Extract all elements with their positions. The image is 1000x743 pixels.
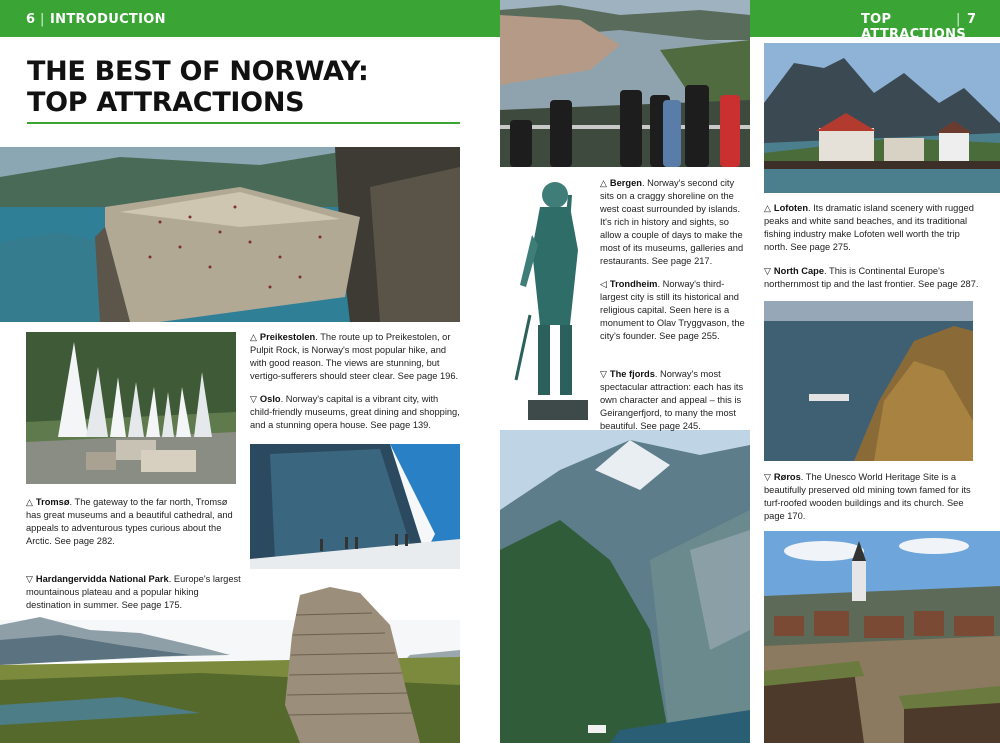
- roros-caption: [764, 471, 979, 523]
- caption-text: . Norway's third-largest city is still its historical and religious capital. Seen here is a monument to Olav Tryggvason, the city's founder. See page 255.: [600, 279, 745, 341]
- tromso-caption: [26, 496, 236, 548]
- caption-heading: The fjords: [609, 369, 655, 379]
- bergen-caption: [600, 177, 746, 268]
- right-header-bar: [750, 0, 1000, 42]
- caption-heading: North Cape: [773, 266, 825, 276]
- header-separator: |: [40, 12, 45, 27]
- left-section-title: INTRODUCTION: [50, 12, 166, 27]
- caption-text: . This is Continental Europe's northernmost tip and the last frontier. See page 287.: [764, 266, 979, 289]
- trondheim-statue-photo: [510, 175, 600, 430]
- down-triangle-icon: ▽: [764, 472, 771, 482]
- caption-heading: Preikestolen: [259, 332, 316, 342]
- up-triangle-icon: △: [600, 178, 607, 188]
- caption-heading: Tromsø: [35, 497, 70, 507]
- up-triangle-icon: △: [26, 497, 33, 507]
- caption-text: . The route up to Preikestolen, or Pulpit Rock, is Norway's most popular hike, and with good reason. The views are stunning, but vertigo-sufferers should steer clear. See page 196.: [250, 332, 459, 381]
- caption-heading: Hardangervidda National Park: [35, 574, 169, 584]
- caption-heading: Lofoten: [773, 203, 808, 213]
- caption-heading: Oslo: [259, 394, 281, 404]
- caption-text: . Its dramatic island scenery with rugged peaks and white sand beaches, and its traditional fishing industry make Lofoten well worth the trip north. See page 275.: [764, 203, 974, 252]
- fjords-photo: [500, 430, 750, 743]
- right-section-title: TOP ATTRACTIONS: [861, 12, 966, 42]
- oslo-caption: [250, 393, 462, 432]
- caption-text: . Norway's capital is a vibrant city, with child-friendly museums, great dining and shopping, and a stunning opera house. See page 139.: [250, 394, 460, 430]
- roros-photo: [764, 531, 1000, 743]
- tromso-photo: [26, 332, 236, 484]
- lofoten-photo: [764, 43, 1000, 193]
- down-triangle-icon: ▽: [764, 266, 771, 276]
- left-header-bar: [0, 0, 500, 37]
- left-page-number: 6: [26, 12, 36, 27]
- caption-text: . Europe's largest mountainous plateau and a popular hiking destination in summer. See page 175.: [26, 574, 241, 610]
- title-underline: [27, 122, 460, 124]
- up-triangle-icon: △: [764, 203, 771, 213]
- right-page-number: 7: [967, 12, 977, 27]
- caption-text: . Norway's second city sits on a craggy shoreline on the west coast surrounded by islands. It's rich in history and sights, so allow a couple of days to make the most of its museums, galleries and restaurants. See page 217.: [600, 178, 744, 266]
- caption-heading: Trondheim: [609, 279, 658, 289]
- fjords-caption: [600, 368, 748, 433]
- left-triangle-icon: ◁: [600, 279, 607, 289]
- bergen-photo: [500, 0, 750, 167]
- down-triangle-icon: ▽: [250, 394, 257, 404]
- caption-text: . The Unesco World Heritage Site is a beautifully preserved old mining town famed for its turf-roofed wooden buildings and its church. See page 170.: [764, 472, 971, 521]
- trondheim-caption: [600, 278, 750, 343]
- caption-heading: Røros: [773, 472, 801, 482]
- page-title-line1: THE BEST OF NORWAY:: [27, 56, 369, 87]
- down-triangle-icon: ▽: [26, 574, 33, 584]
- header-separator-right: |: [956, 12, 961, 27]
- lofoten-caption: [764, 202, 979, 254]
- page-title: [27, 56, 467, 118]
- caption-heading: Bergen: [609, 178, 642, 188]
- up-triangle-icon: △: [250, 332, 257, 342]
- northcape-caption: [764, 265, 979, 291]
- down-triangle-icon: ▽: [600, 369, 607, 379]
- oslo-photo: [250, 444, 460, 569]
- northcape-photo: [764, 301, 973, 461]
- preikestolen-photo: [0, 147, 460, 322]
- hardangervidda-caption: [26, 573, 241, 612]
- page-title-line2: TOP ATTRACTIONS: [27, 87, 305, 118]
- caption-text: . The gateway to the far north, Tromsø has great museums and a beautiful cathedral, and appeals to adventurous types curious about the Arctic. See page 282.: [26, 497, 233, 546]
- preikestolen-caption: [250, 331, 460, 383]
- caption-text: . Norway's most spectacular attraction: each has its own character and appeal – this is Geirangerfjord, to many the most beautiful. See page 245.: [600, 369, 744, 431]
